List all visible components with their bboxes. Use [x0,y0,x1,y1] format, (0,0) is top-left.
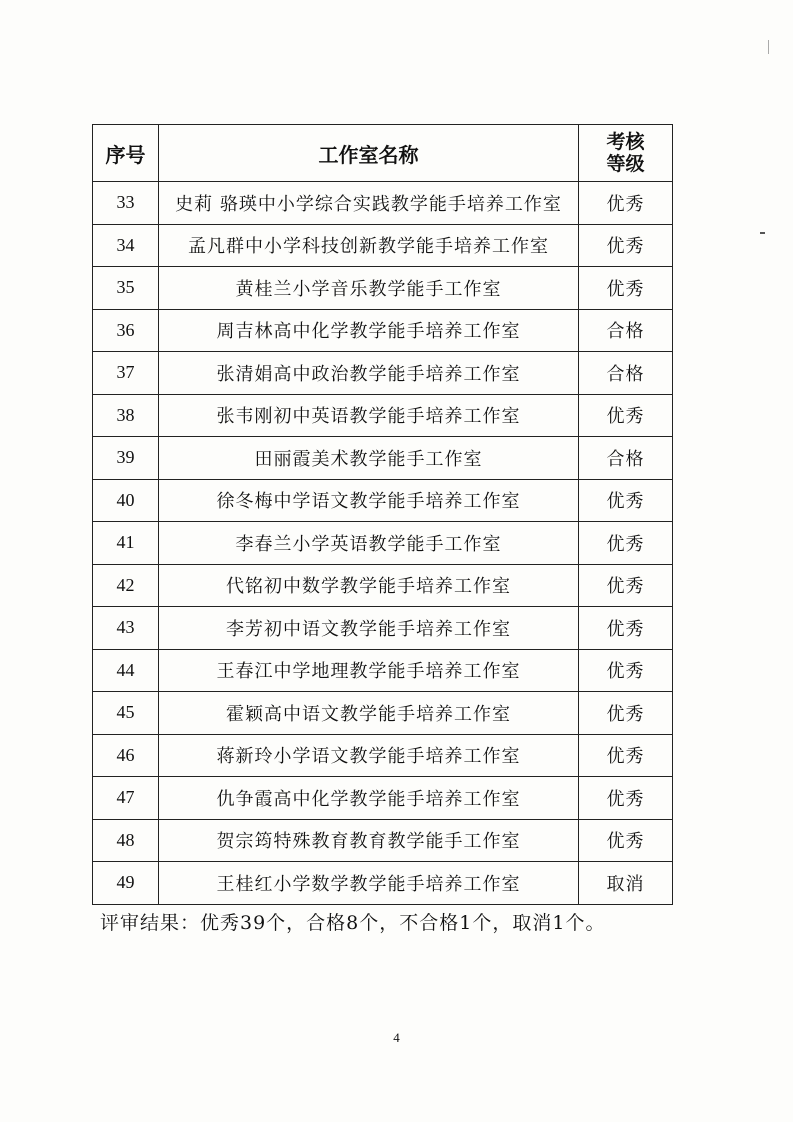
row-studio-name: 王春江中学地理教学能手培养工作室 [159,649,579,692]
row-number: 40 [93,479,159,522]
row-grade: 优秀 [579,182,673,225]
row-grade: 合格 [579,352,673,395]
row-grade: 优秀 [579,692,673,735]
row-grade: 优秀 [579,607,673,650]
row-grade: 优秀 [579,394,673,437]
table-row [93,777,673,820]
row-number: 48 [93,819,159,862]
row-studio-name: 张韦刚初中英语教学能手培养工作室 [159,394,579,437]
row-studio-name: 蒋新玲小学语文教学能手培养工作室 [159,734,579,777]
row-studio-name: 仇争霞高中化学教学能手培养工作室 [159,777,579,820]
review-summary: 评审结果：优秀39个，合格8个，不合格1个，取消1个。 [100,912,606,934]
header-studio-name: 工作室名称 [159,125,579,182]
row-grade: 优秀 [579,819,673,862]
row-grade: 优秀 [579,224,673,267]
scan-speck [760,232,765,234]
table-row [93,437,673,480]
row-number: 35 [93,267,159,310]
row-number: 39 [93,437,159,480]
table-row [93,479,673,522]
row-grade: 取消 [579,862,673,905]
table-row [93,309,673,352]
table-row [93,224,673,267]
table-row [93,734,673,777]
row-number: 37 [93,352,159,395]
row-grade: 优秀 [579,564,673,607]
row-number: 34 [93,224,159,267]
row-number: 33 [93,182,159,225]
row-number: 41 [93,522,159,565]
row-studio-name: 贺宗筠特殊教育教育教学能手工作室 [159,819,579,862]
row-number: 43 [93,607,159,650]
row-grade: 优秀 [579,522,673,565]
table-row [93,394,673,437]
table-row [93,522,673,565]
table-row [93,862,673,905]
row-studio-name: 孟凡群中小学科技创新教学能手培养工作室 [159,224,579,267]
row-grade: 优秀 [579,267,673,310]
table-row [93,607,673,650]
row-grade: 合格 [579,309,673,352]
row-grade: 优秀 [579,649,673,692]
row-studio-name: 黄桂兰小学音乐教学能手工作室 [159,267,579,310]
table-row [93,267,673,310]
row-studio-name: 代铭初中数学教学能手培养工作室 [159,564,579,607]
row-grade: 优秀 [579,734,673,777]
table-row [93,649,673,692]
row-number: 45 [93,692,159,735]
row-number: 44 [93,649,159,692]
studio-assessment-table [92,124,673,905]
row-studio-name: 李芳初中语文教学能手培养工作室 [159,607,579,650]
row-number: 36 [93,309,159,352]
row-studio-name: 田丽霞美术教学能手工作室 [159,437,579,480]
table-header-row [93,125,673,182]
row-studio-name: 李春兰小学英语教学能手工作室 [159,522,579,565]
header-number: 序号 [93,125,159,182]
row-number: 42 [93,564,159,607]
row-grade: 优秀 [579,479,673,522]
table-row [93,352,673,395]
row-number: 46 [93,734,159,777]
row-number: 47 [93,777,159,820]
row-grade: 优秀 [579,777,673,820]
table-row [93,564,673,607]
row-grade: 合格 [579,437,673,480]
table-row [93,182,673,225]
row-number: 49 [93,862,159,905]
row-studio-name: 徐冬梅中学语文教学能手培养工作室 [159,479,579,522]
row-studio-name: 周吉林高中化学教学能手培养工作室 [159,309,579,352]
scan-speck [768,40,769,54]
row-studio-name: 王桂红小学数学教学能手培养工作室 [159,862,579,905]
table-row [93,819,673,862]
header-grade [579,125,673,182]
table-row [93,692,673,735]
header-grade-line1: 考核 [606,131,645,153]
row-studio-name: 史莉 骆瑛中小学综合实践教学能手培养工作室 [159,182,579,225]
row-studio-name: 张清娟高中政治教学能手培养工作室 [159,352,579,395]
row-number: 38 [93,394,159,437]
header-grade-line2: 等级 [606,153,645,175]
page-number: 4 [393,1030,400,1045]
row-studio-name: 霍颖高中语文教学能手培养工作室 [159,692,579,735]
